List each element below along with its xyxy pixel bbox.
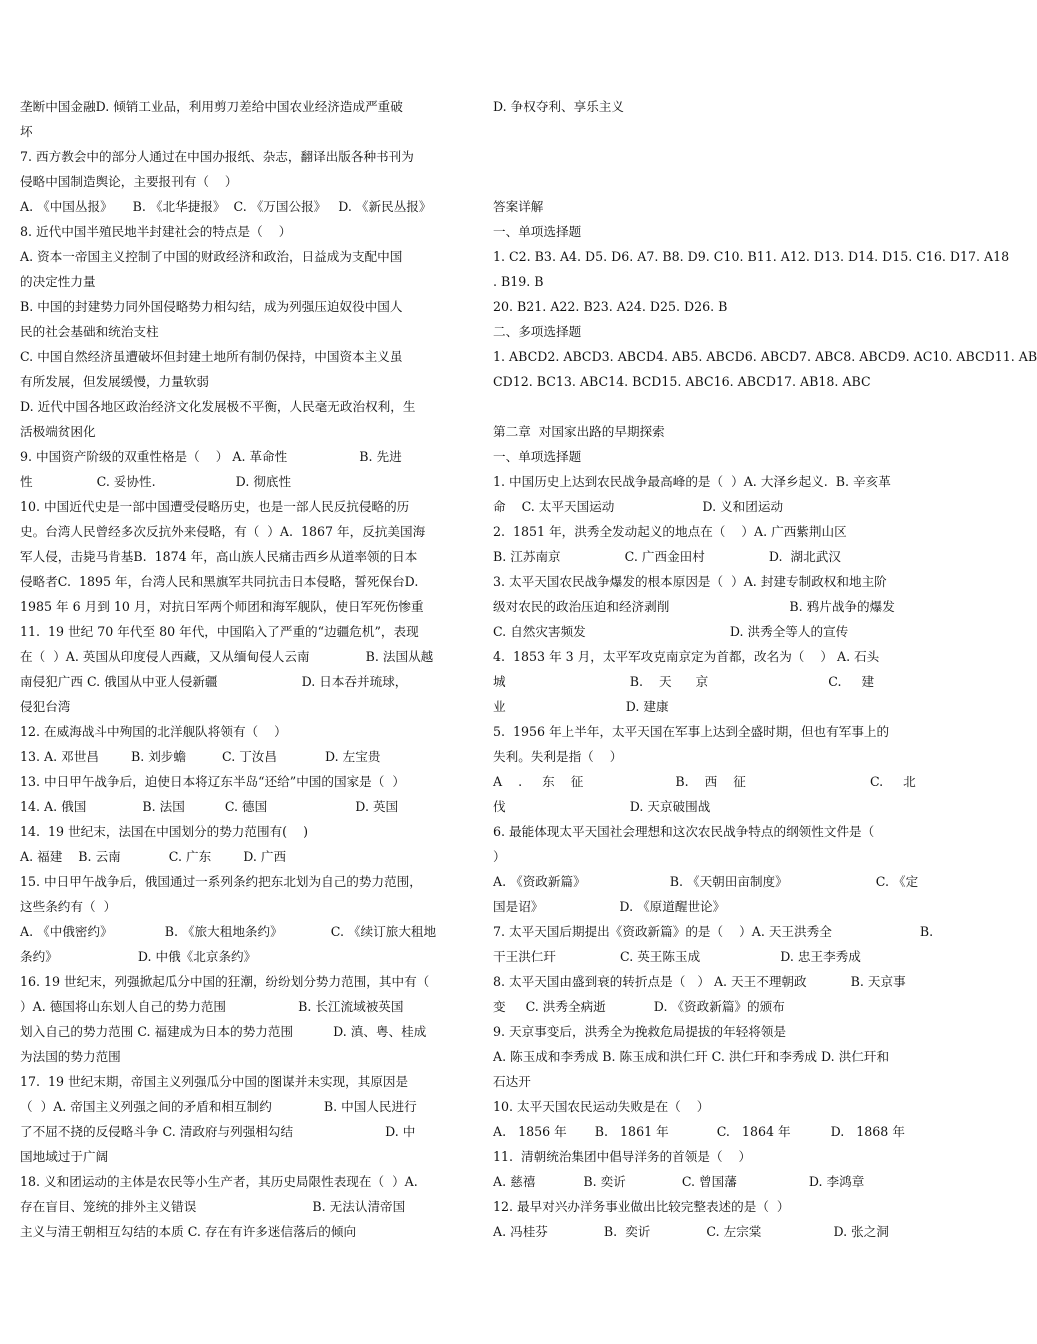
left-text-line: 侵犯台湾 xyxy=(20,699,71,714)
left-text-line: C. 中国自然经济虽遭破坏但封建土地所有制仍保持，中国资本主义虽 xyxy=(20,349,403,364)
left-text-line: 划入自己的势力范围 C. 福建成为日本的势力范围 D. 滇、粤、桂成 xyxy=(20,1024,427,1039)
right-text-line: D. 争权夺利、享乐主义 xyxy=(493,99,624,114)
right-text-line: 8. 太平天国由盛到衰的转折点是（ ） A. 天王不理朝政 B. 天京事 xyxy=(493,974,906,989)
left-text-line: 有所发展，但发展缓慢，力量软弱 xyxy=(20,374,209,389)
right-text-line: 石达开 xyxy=(493,1074,531,1089)
right-text-line: 国是诏》 D. 《原道醒世论》 xyxy=(493,899,726,914)
left-text-line: 15. 中日甲午战争后，俄国通过一系列条约把东北划为自己的势力范围， xyxy=(20,874,422,889)
left-text-line: 存在盲目、笼统的排外主义错误 B. 无法认清帝国 xyxy=(20,1199,406,1214)
left-text-line: 这些条约有（ ） xyxy=(20,899,117,914)
right-text-line: 4. 1853 年 3 月，太平军攻克南京定为首都，改名为（ ） A. 石头 xyxy=(493,649,880,664)
left-text-line: 13. 中日甲午战争后，迫使日本将辽东半岛“还给”中国的国家是（ ） xyxy=(20,774,405,789)
right-text-line: 干王洪仁玕 C. 英王陈玉成 D. 忠王李秀成 xyxy=(493,949,861,964)
left-text-line: A. 《中俄密约》 B. 《旅大租地条约》 C. 《续订旅大租地 xyxy=(20,924,437,939)
right-text-line: 一、单项选择题 xyxy=(493,449,582,464)
right-text-line: 命 C. 太平天国运动 D. 义和团运动 xyxy=(493,499,784,514)
right-text-line: 2. 1851 年，洪秀全发动起义的地点在（ ）A. 广西紫荆山区 xyxy=(493,524,847,539)
right-text-line: A. 冯桂芬 B. 奕䜣 C. 左宗棠 D. 张之洞 xyxy=(493,1224,889,1239)
left-text-line: 11. 19 世纪 70 年代至 80 年代，中国陷入了严重的“边疆危机”，表现 xyxy=(20,624,419,639)
left-text-line: 的决定性力量 xyxy=(20,274,96,289)
right-text-line: 1. 中国历史上达到农民战争最高峰的是（ ）A. 大泽乡起义. B. 辛亥革 xyxy=(493,474,891,489)
right-text-line: 9. 天京事变后，洪秀全为挽救危局提拔的年轻将领是 xyxy=(493,1024,787,1039)
right-text-line: A. 《资政新篇》 B. 《天朝田亩制度》 C. 《定 xyxy=(493,874,919,889)
right-text-line: 10. 太平天国农民运动失败是在（ ） xyxy=(493,1099,710,1114)
left-text-line: 14. 19 世纪末，法国在中国划分的势力范围有( ) xyxy=(20,824,308,839)
left-text-line: 在（ ）A. 英国从印度侵人西藏，又从缅甸侵人云南 B. 法国从越 xyxy=(20,649,434,664)
left-text-line: 垄断中国金融D. 倾销工业品，利用剪刀差给中国农业经济造成严重破 xyxy=(20,99,403,114)
left-text-line: 性 C. 妥协性. D. 彻底性 xyxy=(20,474,292,489)
left-text-line: 10. 中国近代史是一部中国遭受侵略历史，也是一部人民反抗侵略的历 xyxy=(20,499,410,514)
left-text-line: 南侵犯广西 C. 俄国从中亚人侵新疆 D. 日本吞并琉球， xyxy=(20,674,408,689)
right-text-line: 1. C2. B3. A4. D5. D6. A7. B8. D9. C10. B11. A12. D13. D14. D15. C16. D17. A18 xyxy=(493,249,1010,264)
left-text-line: 民的社会基础和统治支柱 xyxy=(20,324,159,339)
right-text-line: 伐 D. 天京破围战 xyxy=(493,799,711,814)
left-text-line: 为法国的势力范围 xyxy=(20,1049,121,1064)
right-text-line: 11. 清朝统治集团中倡导洋务的首领是（ ） xyxy=(493,1149,752,1164)
right-text-line: A. 1856 年 B. 1861 年 C. 1864 年 D. 1868 年 xyxy=(493,1124,905,1139)
left-text-line: 军人侵，击毙马肯基B. 1874 年，高山族人民痛击西乡从道率领的日本 xyxy=(20,549,418,564)
right-text-line: 级对农民的政治压迫和经济剥削 B. 鸦片战争的爆发 xyxy=(493,599,895,614)
left-text-line: 14. A. 俄国 B. 法国 C. 德国 D. 英国 xyxy=(20,799,399,814)
left-text-line: 了不屈不挠的反侵略斗争 C. 清政府与列强相勾结 D. 中 xyxy=(20,1124,416,1139)
right-text-line: 3. 太平天国农民战争爆发的根本原因是（ ）A. 封建专制政权和地主阶 xyxy=(493,574,887,589)
left-text-line: 主义与清王朝相互勾结的本质 C. 存在有许多迷信落后的倾向 xyxy=(20,1224,357,1239)
left-text-line: 活极端贫困化 xyxy=(20,424,96,439)
right-text-line: 第二章 对国家出路的早期探索 xyxy=(493,424,665,439)
right-text-line xyxy=(493,144,933,169)
right-text-line: 答案详解 xyxy=(493,199,544,214)
left-text-line: 9. 中国资产阶级的双重性格是（ ） A. 革命性 B. 先进 xyxy=(20,449,402,464)
right-text-line: 业 D. 建康 xyxy=(493,699,669,714)
right-text-line xyxy=(493,169,933,194)
left-text-line: 侵略者C. 1895 年，台湾人民和黑旗军共同抗击日本侵略，誓死保台D. xyxy=(20,574,419,589)
right-text-line: 二、多项选择题 xyxy=(493,324,582,339)
left-text-line: A. 福建 B. 云南 C. 广东 D. 广西 xyxy=(20,849,287,864)
right-text-line: 12. 最早对兴办洋务事业做出比较完整表述的是（ ） xyxy=(493,1199,790,1214)
right-text-line: A. 陈玉成和李秀成 B. 陈玉成和洪仁玕 C. 洪仁玕和李秀成 D. 洪仁玕和 xyxy=(493,1049,890,1064)
right-text-line xyxy=(493,394,933,419)
left-text-line: 18. 义和团运动的主体是农民等小生产者，其历史局限性表现在（ ）A. xyxy=(20,1174,418,1189)
left-text-line: 条约》 D. 中俄《北京条约》 xyxy=(20,949,257,964)
left-text-line: 坏 xyxy=(20,124,33,139)
left-text-line: B. 中国的封建势力同外国侵略势力相勾结，成为列强压迫奴役中国人 xyxy=(20,299,403,314)
left-text-line: 13. A. 邓世昌 B. 刘步蟾 C. 丁汝昌 D. 左宝贵 xyxy=(20,749,381,764)
right-text-line xyxy=(493,119,933,144)
left-text-line: 16. 19 世纪末，列强掀起瓜分中国的狂潮，纷纷划分势力范围，其中有（ xyxy=(20,974,430,989)
left-text-line: 1985 年 6 月到 10 月，对抗日军两个师团和海军舰队，使日军死伤惨重 xyxy=(20,599,424,614)
right-text-line: A . 东 征 B. 西 征 C. 北 xyxy=(493,774,916,789)
right-column xyxy=(493,94,1037,1244)
right-text-line: 5. 1956 年上半年，太平天国在军事上达到全盛时期，但也有军事上的 xyxy=(493,724,890,739)
left-text-line: 史。台湾人民曾经多次反抗外来侵略，有（ ）A. 1867 年，反抗美国海 xyxy=(20,524,426,539)
left-text-line: 12. 在威海战斗中殉国的北洋舰队将领有（ ） xyxy=(20,724,287,739)
left-text-line: 17. 19 世纪末期，帝国主义列强瓜分中国的图谋并未实现，其原因是 xyxy=(20,1074,409,1089)
right-text-line: A. 慈禧 B. 奕䜣 C. 曾国藩 D. 李鸿章 xyxy=(493,1174,865,1189)
left-text-line: 国地域过于广阔 xyxy=(20,1149,109,1164)
right-text-line: . B19. B xyxy=(493,274,544,289)
right-text-line: ） xyxy=(493,849,506,864)
left-text-line: 侵略中国制造舆论，主要报刊有（ ） xyxy=(20,174,238,189)
right-text-line: 失利。失利是指（ ） xyxy=(493,749,623,764)
left-text-line: D. 近代中国各地区政治经济文化发展极不平衡，人民毫无政治权利，生 xyxy=(20,399,416,414)
right-text-line: 7. 太平天国后期提出《资政新篇》的是（ ）A. 天王洪秀全 B. xyxy=(493,924,934,939)
right-text-line: CD12. BC13. ABC14. BCD15. ABC16. ABCD17. AB18. ABC xyxy=(493,374,871,389)
left-text-line: 7. 西方教会中的部分人通过在中国办报纸、杂志，翻译出版各种书刊为 xyxy=(20,149,414,164)
left-text-line: 8. 近代中国半殖民地半封建社会的特点是（ ） xyxy=(20,224,292,239)
left-text-line: A. 《中国丛报》 B. 《北华捷报》 C. 《万国公报》 D. 《新民丛报》 xyxy=(20,199,432,214)
right-text-line: B. 江苏南京 C. 广西金田村 D. 湖北武汉 xyxy=(493,549,841,564)
right-text-line: 一、单项选择题 xyxy=(493,224,582,239)
right-text-line: 6. 最能体现太平天国社会理想和这次农民战争特点的纲领性文件是（ xyxy=(493,824,875,839)
right-text-line: C. 自然灾害频发 D. 洪秀全等人的宣传 xyxy=(493,624,849,639)
right-text-line: 城 B. 天 京 C. 建 xyxy=(493,674,875,689)
left-text-line: （ ）A. 帝国主义列强之间的矛盾和相互制约 B. 中国人民进行 xyxy=(20,1099,417,1114)
left-column xyxy=(20,94,460,1244)
left-text-line: ）A. 德国将山东划人自己的势力范围 B. 长江流域被英国 xyxy=(20,999,404,1014)
right-text-line: 20. B21. A22. B23. A24. D25. D26. B xyxy=(493,299,728,314)
left-text-line: A. 资本一帝国主义控制了中国的财政经济和政治，日益成为支配中国 xyxy=(20,249,403,264)
right-text-line: 1. ABCD2. ABCD3. ABCD4. AB5. ABCD6. ABCD7. ABC8. ABCD9. AC10. ABCD11. AB xyxy=(493,349,1037,364)
right-text-line: 变 C. 洪秀全病逝 D. 《资政新篇》的颁布 xyxy=(493,999,785,1014)
